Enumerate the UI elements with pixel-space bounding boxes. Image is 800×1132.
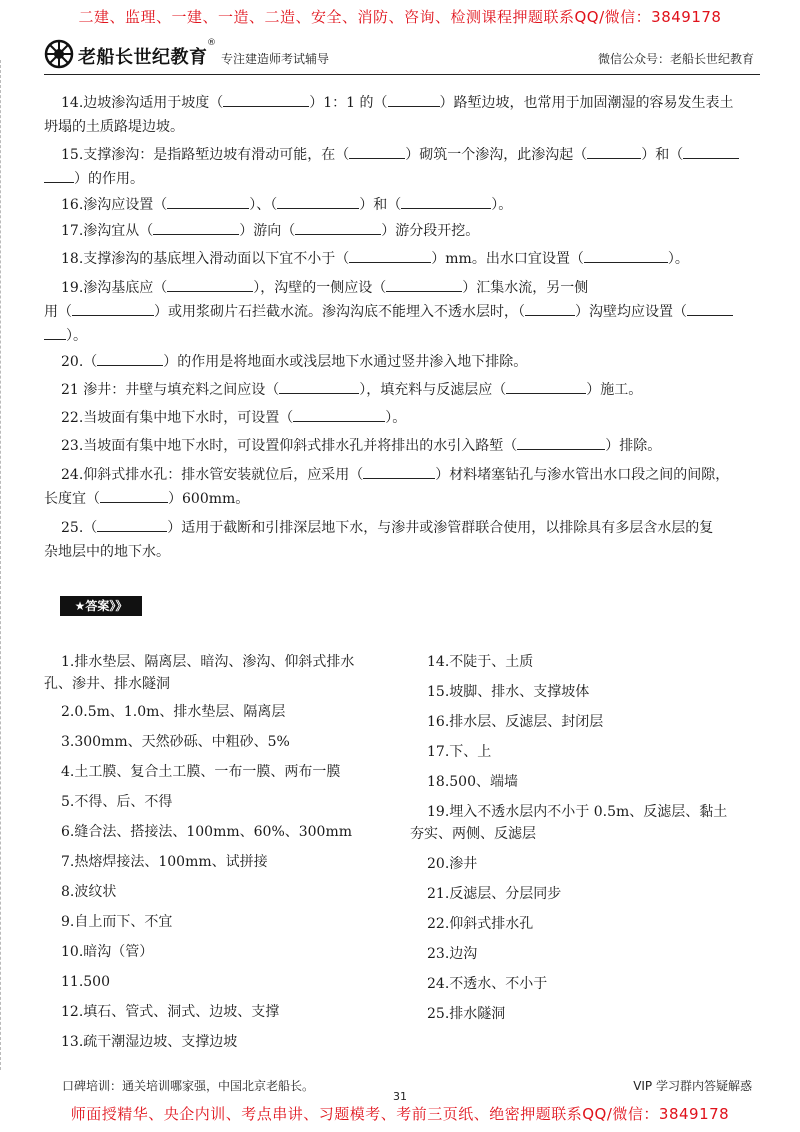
answer-item: 13.疏干潮湿边坡、支撑边坡: [61, 1034, 238, 1050]
footer-vip: VIP 学习群内答疑解惑: [633, 1079, 752, 1093]
question-16: 16.渗沟应设置（ ）、（ ）和（ ）。: [44, 193, 760, 217]
answer-item: 21.反滤层、分层同步: [427, 886, 562, 902]
question-23: 23.当坡面有集中地下水时，可设置仰斜式排水孔并将排出的水引入路堑（ ）排除。: [44, 434, 760, 458]
question-18: 18.支撑渗沟的基底埋入滑动面以下宜不小于（ ）mm。出水口宜设置（ ）。: [44, 247, 760, 271]
question-21: 21 渗井：井壁与填充料之间应设（ ），填充料与反滤层应（ ）施工。: [44, 378, 760, 402]
answer-item: 24.不透水、不小于: [427, 976, 548, 992]
answer-item: 14.不陡于、土质: [427, 654, 534, 670]
answers-title: ★答案》》: [60, 596, 142, 616]
question-15: 15.支撑渗沟：是指路堑边坡有滑动可能，在（ ）砌筑一个渗沟，此渗沟起（ ）和（ ）的作用。: [44, 143, 760, 191]
answer-item: 1.排水垫层、隔离层、暗沟、渗沟、仰斜式排水: [61, 654, 355, 670]
question-22: 22.当坡面有集中地下水时，可设置（ ）。: [44, 406, 760, 430]
answer-item: 夯实、两侧、反滤层: [410, 826, 536, 842]
answer-item: 3.300mm、天然砂砾、中粗砂、5%: [61, 734, 290, 750]
answers-left-column: [44, 651, 404, 1053]
answer-item: 2.0.5m、1.0m、排水垫层、隔离层: [61, 704, 286, 720]
registered-mark: ®: [207, 38, 216, 48]
answer-item: 12.填石、管式、洞式、边坡、支撑: [61, 1004, 280, 1020]
logo: [44, 38, 214, 72]
answer-item: 16.排水层、反滤层、封闭层: [427, 714, 604, 730]
header-slogan: 专注建造师考试辅导: [221, 52, 330, 66]
answers-right-column: [410, 651, 760, 1025]
answer-item: 23.边沟: [427, 946, 478, 962]
logo-text: 老船长世纪教育: [78, 47, 208, 68]
answer-item: 19.埋入不透水层内不小于 0.5m、反滤层、黏土: [427, 804, 728, 820]
answer-item: 9.自上而下、不宜: [61, 914, 173, 930]
ship-wheel-icon: [44, 39, 74, 69]
header-wechat: 微信公众号：老船长世纪教育: [597, 52, 754, 66]
answer-item: 5.不得、后、不得: [61, 794, 173, 810]
question-20: 20.（ ）的作用是将地面水或浅层地下水通过竖井渗入地下排除。: [44, 350, 760, 374]
answer-item: 17.下、上: [427, 744, 492, 760]
page-header: [44, 38, 760, 75]
page-edge: [0, 60, 4, 1070]
promo-banner-bottom: 师面授精华、央企内训、考点串讲、习题模考、考前三页纸、绝密押题联系QQ/微信：3849178: [70, 1105, 730, 1123]
answer-item: 25.排水隧洞: [427, 1006, 506, 1022]
answer-item: 4.土工膜、复合土工膜、一布一膜、两布一膜: [61, 764, 341, 780]
question-14: 14.边坡渗沟适用于坡度（ ）1：1 的（ ）路堑边坡，也常用于加固潮湿的容易发生表土 坍塌的土质路堤边坡。: [44, 91, 760, 139]
answer-item: 22.仰斜式排水孔: [427, 916, 534, 932]
question-17: 17.渗沟宜从（ ）游向（ ）游分段开挖。: [44, 219, 760, 243]
answer-item: 10.暗沟（管）: [61, 944, 154, 960]
answer-item: 18.500、端墙: [427, 774, 518, 790]
page-number: 31: [393, 1090, 407, 1103]
answer-item: 6.缝合法、搭接法、100mm、60%、300mm: [61, 824, 353, 840]
answer-item: 孔、渗井、排水隧洞: [44, 676, 170, 692]
promo-banner-top: 二建、监理、一建、一造、二造、安全、消防、咨询、检测课程押题联系QQ/微信：3849178: [78, 8, 722, 26]
question-24: 24.仰斜式排水孔：排水管安装就位后，应采用（ ）材料堵塞钻孔与渗水管出水口段之间的间隙， 长度宜（ ）600mm。: [44, 463, 760, 511]
question-19: 19.渗沟基底应（ ），沟壁的一侧应设（ ）汇集水流，另一侧 用（ ）或用浆砌片石拦截水流。渗沟沟底不能埋入不透水层时，（ ）沟壁均应设置（ ）。: [44, 276, 760, 348]
answer-item: 11.500: [61, 974, 110, 990]
answer-item: 15.坡脚、排水、支撑坡体: [427, 684, 590, 700]
question-25: 25.（ ）适用于截断和引排深层地下水，与渗井或渗管群联合使用，以排除具有多层含水层的复 杂地层中的地下水。: [44, 516, 760, 564]
answer-item: 7.热熔焊接法、100mm、试拼接: [61, 854, 268, 870]
answer-item: 20.渗井: [427, 856, 478, 872]
footer-slogan: 口碑培训：通关培训哪家强，中国北京老船长。: [62, 1079, 315, 1093]
answer-item: 8.波纹状: [61, 884, 117, 900]
